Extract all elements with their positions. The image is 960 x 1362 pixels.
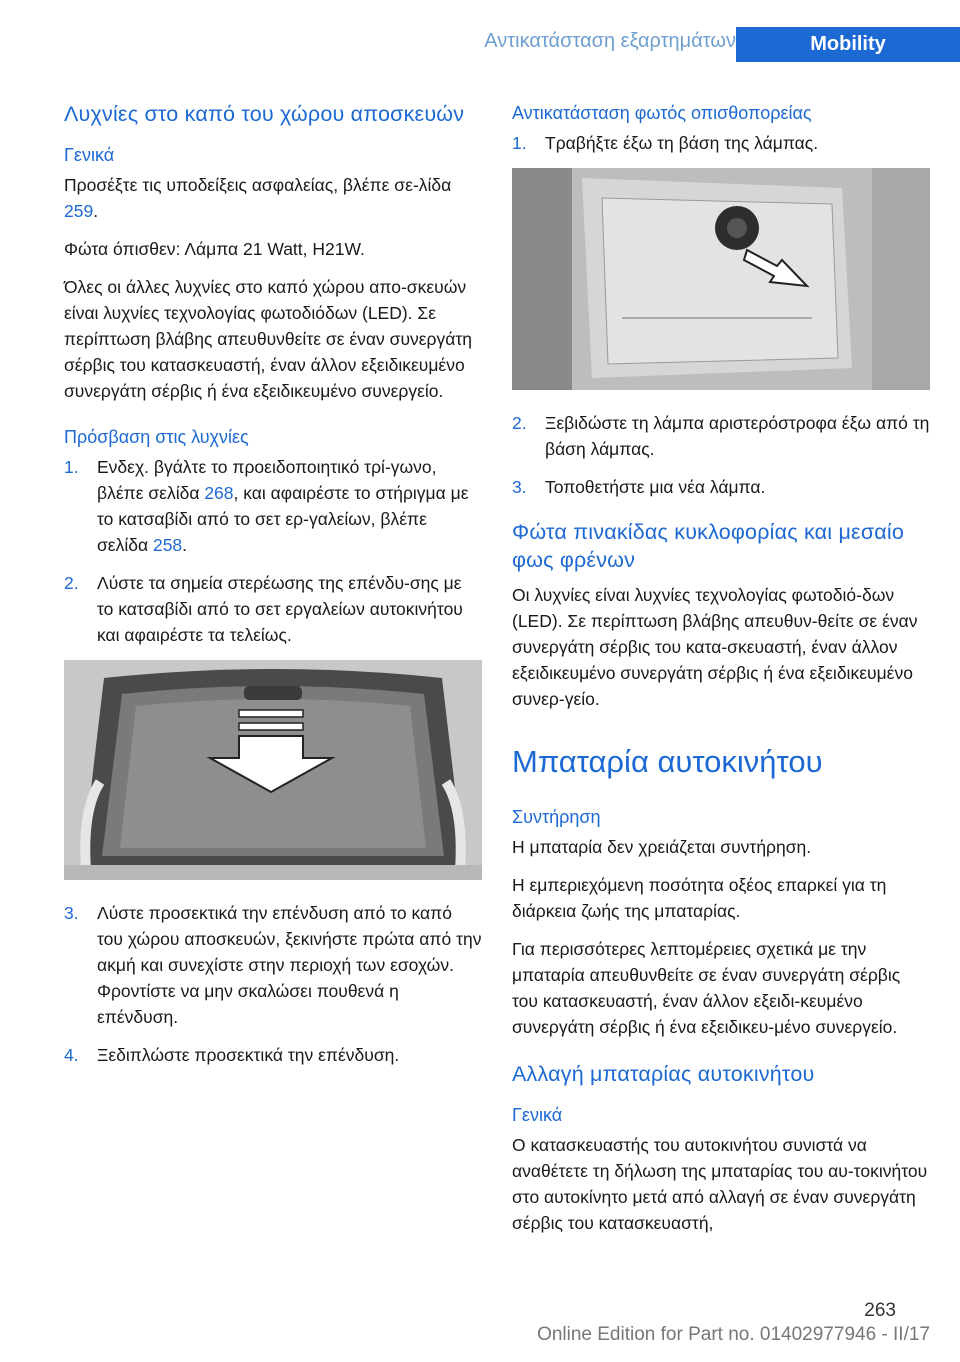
page-number: 263 (864, 1300, 896, 1321)
paragraph-reverse-lamp: Φώτα όπισθεν: Λάμπα 21 Watt, H21W. (64, 239, 365, 259)
edition-note: Online Edition for Part no. 01402977946 - II/17 (537, 1324, 930, 1345)
paragraph-maint-1: Η μπαταρία δεν χρειάζεται συντήρηση. (512, 837, 812, 857)
paragraph-maint-3: Για περισσότερες λεπτομέρειες σχετικά με την μπαταρία απευθυνθείτε σε έναν συνεργάτη σέρβις του κατασκευαστή, έναν άλλον εξειδι-κευμένο συνεργάτη σέρβις ή ένα εξειδικευ-μένο συνεργείο. (512, 939, 901, 1037)
paragraph-change-1: Ο κατασκευαστής του αυτοκινήτου συνιστά να αναθέτετε τη δήλωση της μπαταρίας του αυ-τοκινήτου στο αυτοκίνητο μετά από αλλαγή σε έναν συνεργάτη σέρβις του κατασκευαστή, (512, 1135, 928, 1233)
step-number: 2. (512, 413, 527, 433)
step-text: Τραβήξτε έξω τη βάση της λάμπας. (545, 133, 819, 153)
heading-maintenance: Συντήρηση (512, 807, 601, 827)
left-column (64, 100, 482, 1080)
step-text: Τοποθετήστε μια νέα λάμπα. (545, 477, 766, 497)
reverse-step-3 (512, 474, 930, 500)
step-number: 3. (512, 477, 527, 497)
heading-reverse-light-replace: Αντικατάσταση φωτός οπισθοπορείας (512, 103, 812, 123)
step-1 (64, 454, 482, 558)
paragraph-maint-2: Η εμπεριεχόμενη ποσότητα οξέος επαρκεί για τη διάρκεια ζωής της μπαταρίας. (512, 875, 887, 921)
page-link-258[interactable]: 258 (152, 535, 183, 555)
step-text: Ξεδιπλώστε προσεκτικά την επένδυση. (97, 1045, 400, 1065)
step-4 (64, 1042, 482, 1068)
heading-access-lamps: Πρόσβαση στις λυχνίες (64, 427, 249, 447)
heading-battery-change: Αλλαγή μπαταρίας αυτοκινήτου (512, 1062, 815, 1086)
step-number: 2. (64, 573, 79, 593)
figure-lamp-socket (512, 168, 930, 390)
header-section-title: Αντικατάσταση εξαρτημάτων (484, 30, 736, 52)
step-number: 1. (64, 457, 79, 477)
heading-boot-lid-lamps: Λυχνίες στο καπό του χώρου αποσκευών (64, 102, 465, 126)
paragraph-led-info: Όλες οι άλλες λυχνίες στο καπό χώρου απο-σκευών είναι λυχνίες τεχνολογίας φωτοδιόδων (LED). Σε περίπτωση βλάβης απευθυνθείτε σε έναν συνεργάτη σέρβις του κατασκευαστή, έναν άλλον εξειδικευμένο συνεργάτη σέρβις ή ένα εξειδικευμένο συνεργείο. (64, 277, 473, 401)
paragraph-safety: Προσέξτε τις υποδείξεις ασφαλείας, βλέπε σε-λίδα 259. (64, 175, 452, 221)
heading-plate-brake-lights: Φώτα πινακίδας κυκλοφορίας και μεσαίο φως φρένων (512, 520, 905, 572)
step-2 (64, 570, 482, 648)
page-link-268[interactable]: 268 (204, 483, 234, 503)
step-text: Ξεβιδώστε τη λάμπα αριστερόστροφα έξω από τη βάση λάμπας. (545, 413, 930, 459)
step-text: Ενδεχ. βγάλτε το προειδοποιητικό τρί-γωνο, βλέπε σελίδα 268, και αφαιρέστε το στήριγμα με το κατσαβίδι από το σετ ερ-γαλείων, βλέπε σελίδα 258. (97, 457, 469, 555)
step-number: 3. (64, 903, 79, 923)
reverse-step-2 (512, 410, 930, 462)
paragraph-plate-led: Οι λυχνίες είναι λυχνίες τεχνολογίας φωτοδιό-δων (LED). Σε περίπτωση βλάβης απευθυν-θείτε σε έναν συνεργάτη σέρβις του κατα-σκευαστή, έναν άλλον εξειδικευμένο συνεργάτη σέρβις ή ένα εξειδικευμένο συνερ-γείο. (512, 585, 918, 709)
figure-boot-lid-trim (64, 660, 482, 880)
step-number: 4. (64, 1045, 79, 1065)
right-column (512, 100, 930, 1248)
step-text: Λύστε προσεκτικά την επένδυση από το καπό του χώρου αποσκευών, ξεκινήστε πρώτα από την ακμή και συνεχίστε στην περιοχή των εσοχών. Φροντίστε να μην σκαλώσει πουθενά η επένδυση. (97, 903, 482, 1027)
page-footer (0, 1300, 960, 1362)
reverse-step-1 (512, 130, 930, 156)
page-link-259[interactable]: 259 (64, 201, 94, 221)
header-chapter-tab: Mobility (736, 27, 960, 62)
step-3 (64, 900, 482, 1030)
step-number: 1. (512, 133, 527, 153)
heading-vehicle-battery: Μπαταρία αυτοκινήτου (512, 744, 823, 779)
step-text: Λύστε τα σημεία στερέωσης της επένδυ-σης με το κατσαβίδι από το σετ εργαλείων αυτοκινήτου και αφαιρέστε τα τελείως. (97, 573, 463, 645)
page-header (0, 0, 960, 62)
heading-general: Γενικά (64, 145, 115, 165)
heading-general-2: Γενικά (512, 1105, 563, 1125)
